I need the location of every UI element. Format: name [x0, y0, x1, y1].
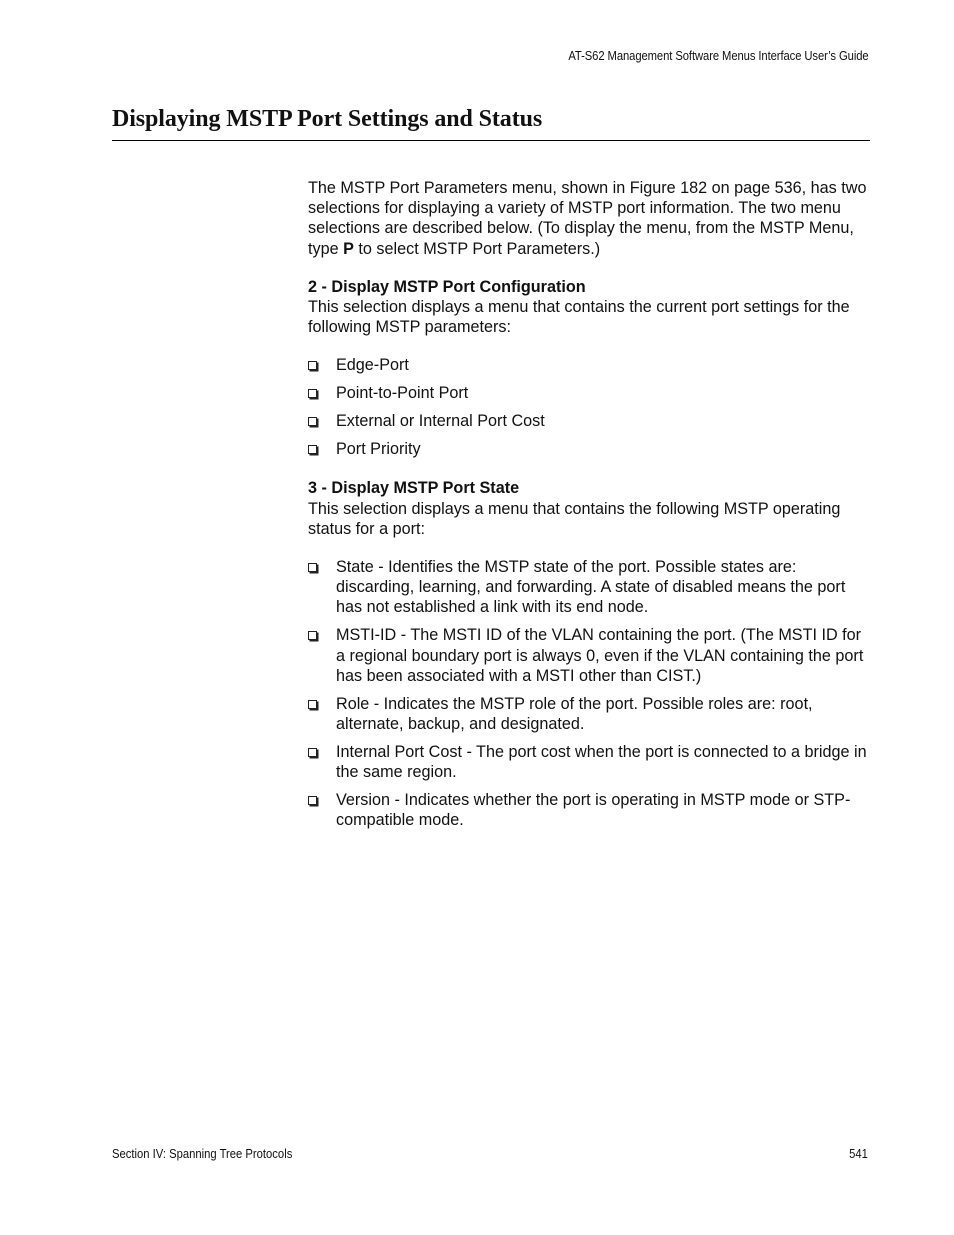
checkbox-bullet-icon — [308, 361, 317, 370]
checkbox-bullet-icon — [308, 417, 317, 426]
list-item-text: External or Internal Port Cost — [336, 412, 545, 431]
config-description: This selection displays a menu that contains the current port settings for the following MSTP parameters: — [308, 298, 850, 337]
state-bullet-list — [308, 557, 870, 831]
list-item-text: Edge-Port — [336, 356, 409, 375]
spacer — [308, 467, 870, 478]
list-item — [308, 742, 870, 782]
footer-section-label: Section IV: Spanning Tree Protocols — [112, 1147, 293, 1161]
checkbox-bullet-icon — [308, 796, 317, 805]
list-item-text: Internal Port Cost - The port cost when the port is connected to a bridge in the same region. — [336, 743, 867, 782]
checkbox-bullet-icon — [308, 563, 317, 572]
state-heading: 3 - Display MSTP Port State — [308, 479, 520, 498]
list-item — [308, 439, 870, 459]
checkbox-bullet-icon — [308, 748, 317, 757]
list-item-text: Port Priority — [336, 440, 421, 459]
list-item-text: Role - Indicates the MSTP role of the port. Possible roles are: root, alternate, backup, and designated. — [336, 694, 813, 734]
section-title: Displaying MSTP Port Settings and Status — [112, 106, 543, 132]
list-item — [308, 625, 870, 686]
config-bullet-list — [308, 355, 870, 459]
list-item — [308, 355, 870, 375]
body-content — [308, 178, 870, 838]
checkbox-bullet-icon — [308, 389, 317, 398]
footer-page-number: 541 — [849, 1147, 868, 1161]
running-header: AT-S62 Management Software Menus Interface User’s Guide — [568, 49, 869, 63]
config-heading: 2 - Display MSTP Port Configuration — [308, 277, 586, 296]
list-item-text: State - Identifies the MSTP state of the port. Possible states are: discarding, learning, and forwarding. A state of disabled means the port has not established a link with its end node. — [336, 558, 846, 617]
intro-bold-key: P — [343, 239, 354, 258]
checkbox-bullet-icon — [308, 700, 317, 709]
intro-text-1: The MSTP Port Parameters menu, shown in Figure 182 on page 536, has two selections for displaying a variety of MSTP port information. The two menu selections are described below. (To display the menu, from the MSTP Menu, type — [308, 179, 867, 258]
list-item-text: MSTI-ID - The MSTI ID of the VLAN containing the port. (The MSTI ID for a regional boundary port is always 0, even if the VLAN containing the port has been associated with a MSTI other than CIST.) — [336, 626, 864, 685]
list-item-text: Version - Indicates whether the port is operating in MSTP mode or STP-compatible mode. — [336, 791, 851, 830]
intro-paragraph — [308, 178, 870, 259]
state-description: This selection displays a menu that contains the following MSTP operating status for a port: — [308, 499, 841, 538]
list-item — [308, 411, 870, 431]
list-item-text: Point-to-Point Port — [336, 384, 469, 403]
checkbox-bullet-icon — [308, 445, 317, 454]
title-rule — [112, 140, 870, 141]
list-item — [308, 383, 870, 403]
list-item — [308, 557, 870, 618]
checkbox-bullet-icon — [308, 631, 317, 640]
list-item — [308, 790, 870, 830]
intro-text-2: to select MSTP Port Parameters.) — [353, 239, 601, 258]
list-item — [308, 694, 870, 734]
